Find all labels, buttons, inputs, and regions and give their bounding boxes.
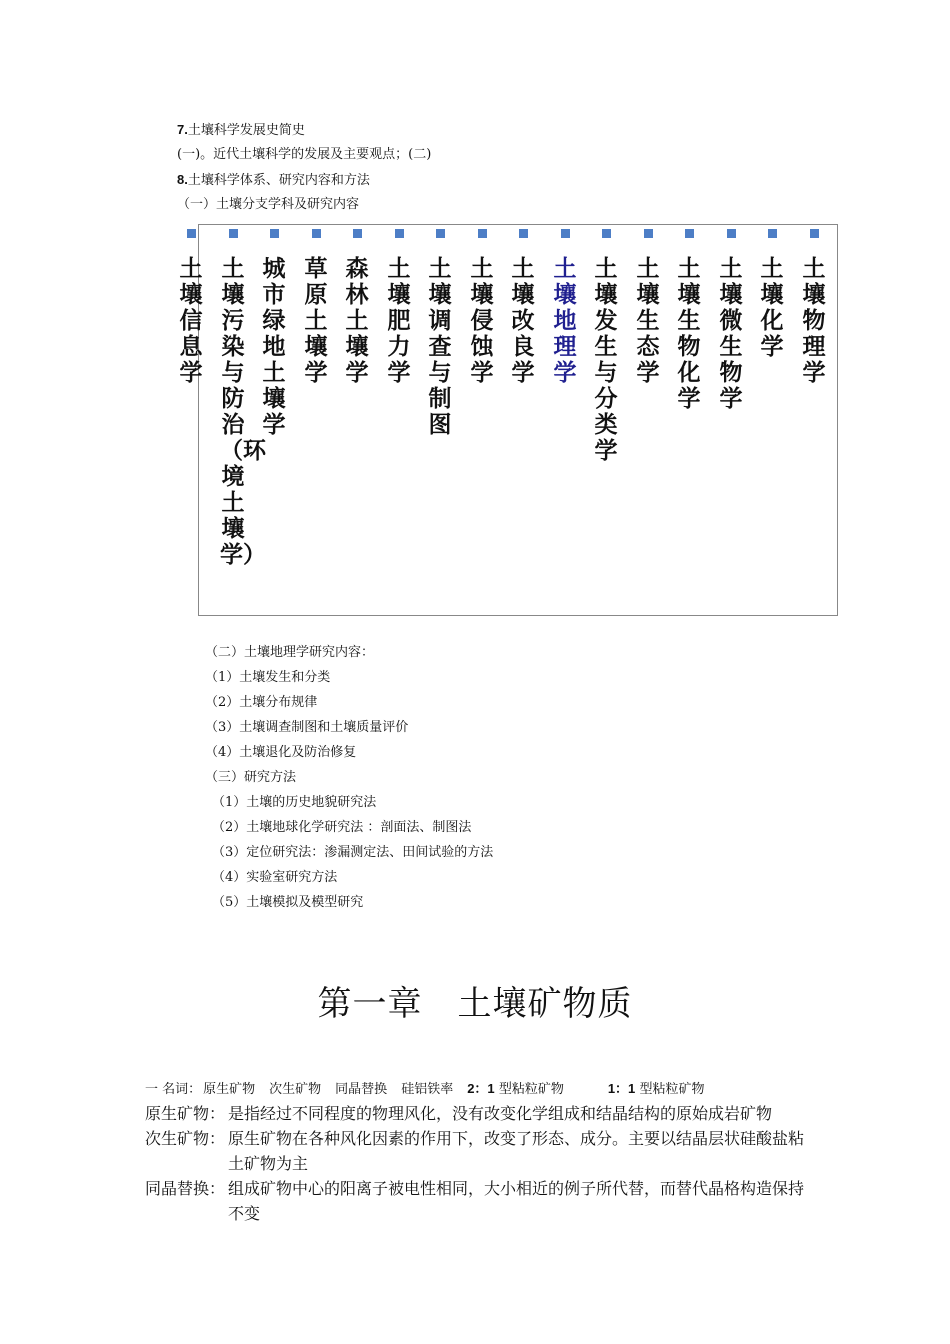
square-bullet-icon	[187, 229, 196, 238]
term-ratio-1	[467, 1082, 564, 1097]
term-ratio-2	[608, 1082, 705, 1097]
square-bullet-icon	[436, 229, 445, 238]
outline-sub-1: (一)。近代土壤科学的发展及主要观点；(二)	[177, 147, 432, 162]
subject-column	[671, 229, 707, 412]
square-bullet-icon	[810, 229, 819, 238]
subject-label: 土壤改良学	[511, 256, 535, 386]
subject-column	[588, 229, 624, 464]
ratio-number: 2：1	[467, 1081, 495, 1096]
geo-content-item: （2）土壤分布规律	[205, 695, 318, 710]
subject-label: 土壤侵蚀学	[470, 256, 494, 386]
term-item: 硅铝铁率	[401, 1082, 454, 1097]
terms-line	[145, 1080, 718, 1099]
square-bullet-icon	[312, 229, 321, 238]
subject-label: 土壤肥力学	[387, 256, 411, 386]
terms-prefix: 一 名词：	[145, 1082, 202, 1097]
square-bullet-icon	[229, 229, 238, 238]
subject-label: 土壤信息学	[179, 256, 203, 386]
methods-heading: （三）研究方法	[205, 770, 297, 785]
subject-column	[464, 229, 500, 386]
subject-column	[215, 229, 266, 568]
subject-label: 土壤生物化学	[677, 256, 701, 412]
subject-column	[173, 229, 209, 386]
subject-label: 土壤物理学	[802, 256, 826, 386]
outline-item-8	[177, 171, 370, 190]
ratio-number: 1：1	[607, 1081, 636, 1096]
chapter-title: 第一章 土壤矿物质	[317, 984, 633, 1024]
definition-term: 次生矿物：	[145, 1129, 226, 1148]
geo-content-heading: （二）土壤地理学研究内容：	[205, 645, 375, 660]
subject-column	[256, 229, 292, 438]
term-item: 同晶替换	[335, 1082, 388, 1097]
square-bullet-icon	[519, 229, 528, 238]
subject-label: 土壤微生物学	[719, 256, 743, 412]
definition-text: 是指经过不同程度的物理风化，没有改变化学组成和结晶结构的原始成岩矿物	[228, 1104, 773, 1123]
subject-column	[422, 229, 458, 438]
square-bullet-icon	[602, 229, 611, 238]
subject-label: 森林土壤学	[345, 256, 369, 386]
item-text: 土壤科学发展史简史	[187, 123, 305, 138]
geo-content-item: （4）土壤退化及防治修复	[205, 745, 357, 760]
item-number: 7.	[177, 122, 188, 137]
square-bullet-icon	[685, 229, 694, 238]
subject-column	[298, 229, 334, 386]
square-bullet-icon	[270, 229, 279, 238]
outline-item-7	[177, 121, 305, 140]
subject-label: 土壤调查与制图	[428, 256, 452, 438]
subject-label: 土壤生态学	[636, 256, 660, 386]
ratio-text: 型粘粒矿物	[639, 1082, 705, 1097]
subject-column	[754, 229, 790, 360]
square-bullet-icon	[395, 229, 404, 238]
subject-column	[713, 229, 749, 412]
subject-label: 土壤发生与分类学	[594, 256, 618, 464]
item-number: 8.	[177, 172, 188, 187]
method-item: （2）土壤地球化学研究法 ：剖面法、制图法	[212, 820, 472, 835]
subject-column	[547, 229, 583, 386]
ratio-text: 型粘粒矿物	[498, 1082, 564, 1097]
square-bullet-icon	[644, 229, 653, 238]
definition-text: 组成矿物中心的阳离子被电性相同，大小相近的例子所代替，而替代晶格构造保持不变	[228, 1179, 805, 1223]
definition-term: 原生矿物：	[145, 1104, 226, 1123]
subject-column	[796, 229, 832, 386]
subject-label: 土壤化学	[760, 256, 784, 360]
item-text: 土壤科学体系、研究内容和方法	[187, 173, 370, 188]
subject-column	[505, 229, 541, 386]
subject-column	[381, 229, 417, 386]
subject-label: 城市绿地土壤学	[262, 256, 286, 438]
outline-sub-2: （一）土壤分支学科及研究内容	[177, 197, 360, 212]
geo-content-item: （3）土壤调查制图和土壤质量评价	[205, 720, 409, 735]
method-item: （4）实验室研究方法	[212, 870, 338, 885]
square-bullet-icon	[353, 229, 362, 238]
method-item: （1）土壤的历史地貌研究法	[212, 795, 377, 810]
square-bullet-icon	[561, 229, 570, 238]
definition-text: 原生矿物在各种风化因素的作用下，改变了形态、成分。主要以结晶层状硅酸盐粘土矿物为主	[228, 1129, 805, 1173]
subject-label: 土壤地理学	[553, 256, 577, 386]
term-item: 原生矿物	[203, 1082, 256, 1097]
subject-label: 土壤污染与防治（环境土壤学）	[220, 256, 266, 568]
subject-label: 草原土壤学	[304, 256, 328, 386]
definition-term: 同晶替换：	[145, 1179, 226, 1198]
square-bullet-icon	[478, 229, 487, 238]
method-item: （5）土壤模拟及模型研究	[212, 895, 364, 910]
square-bullet-icon	[768, 229, 777, 238]
subject-column	[630, 229, 666, 386]
term-item: 次生矿物	[269, 1082, 322, 1097]
square-bullet-icon	[727, 229, 736, 238]
geo-content-item: （1）土壤发生和分类	[205, 670, 331, 685]
method-item: （3）定位研究法：渗漏测定法、田间试验的方法	[212, 845, 494, 860]
subject-column	[339, 229, 375, 386]
